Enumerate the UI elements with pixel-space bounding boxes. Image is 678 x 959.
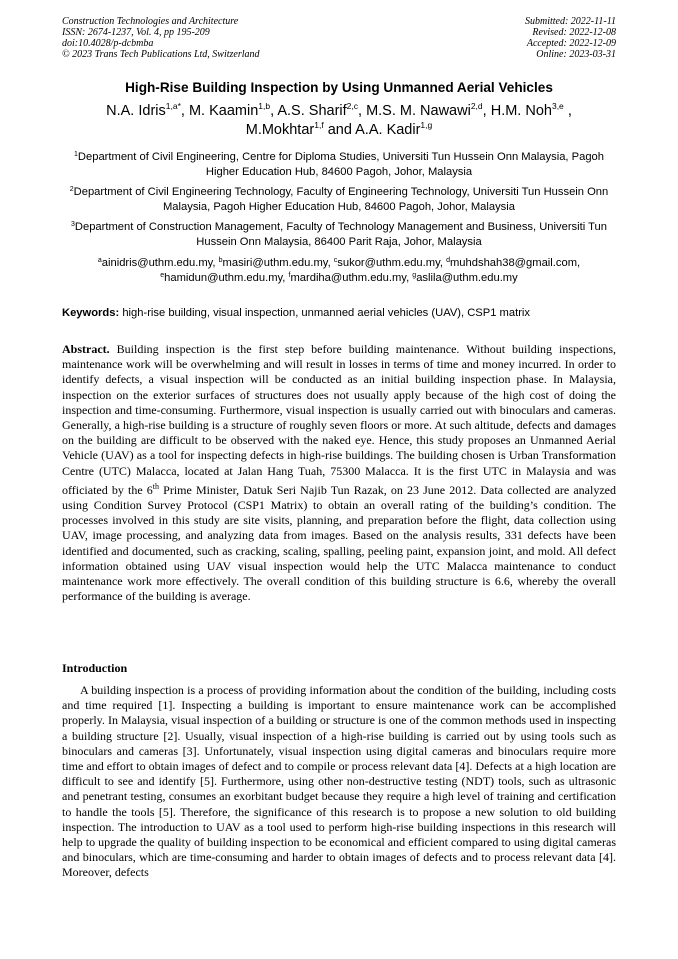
- author: M.S. M. Nawawi: [366, 103, 471, 119]
- email-link[interactable]: muhdshah38@gmail.com: [449, 257, 578, 269]
- revised-date: Revised: 2022-12-08: [532, 27, 616, 38]
- keywords: [62, 306, 616, 321]
- affiliation-text: Department of Civil Engineering, Centre for Diploma Studies, Universiti Tun Hussein Onn Malaysia, Pagoh Higher Education Hub, 84600 Pagoh, Johor, Malaysia: [77, 151, 604, 178]
- copyright-line: © 2023 Trans Tech Publications Ltd, Switzerland: [62, 49, 260, 60]
- email-sup: e: [160, 272, 165, 279]
- affiliation-num: 1: [74, 151, 78, 158]
- online-date: Online: 2023-03-31: [536, 49, 616, 60]
- author-sup: 1,a*: [165, 101, 181, 111]
- submission-dates: [525, 16, 616, 60]
- affiliation: [62, 150, 616, 180]
- affiliation: [62, 185, 616, 215]
- author: N.A. Idris: [106, 103, 166, 119]
- email-link[interactable]: hamidun@uthm.edu.my: [164, 272, 283, 284]
- email-link[interactable]: mardiha@uthm.edu.my: [290, 272, 407, 284]
- affiliation-num: 2: [69, 186, 74, 193]
- author: H.M. Noh: [490, 103, 552, 119]
- abstract-sup: th: [152, 481, 160, 491]
- abstract: [62, 342, 616, 604]
- email-sup: c: [333, 257, 338, 264]
- abstract-label: Abstract.: [62, 342, 110, 356]
- abstract-text-continued: Prime Minister, Datuk Seri Najib Tun Razak, on 23 June 2012. Data collected are analyzed using Condition Survey Protocol (CSP1 Matrix) to obtain an overall rating of the building’s condition. The processes involved in this study are site visits, planning, and preparation before the flight, data collection using UAV, image processing, and analyzing data from images. Based on the analysis results, 331 defects have been identified and documented, such as cracking, scaling, spalling, peeling paint, expansion joint, and mold. All defect information obtained using UAV visual inspection would help the UTC Malacca maintenance to conduct maintenance work more effectively. The overall condition of this building structure is 6.6, whereby the overall performance of the building is average.: [62, 482, 616, 604]
- author-sup: 1,b: [258, 101, 271, 111]
- doi-line: doi:10.4028/p-dcbmba: [62, 38, 154, 49]
- email-sup: a: [97, 257, 102, 264]
- email-link[interactable]: sukor@uthm.edu.my: [337, 257, 440, 269]
- section-heading-introduction: Introduction: [62, 661, 128, 675]
- introduction-paragraph: A building inspection is a process of providing information about the condition of the building, including costs and time required [1]. Inspecting a building is important to ensure maintenance work can be accomplished properly. In Malaysia, visual inspection of a building or structure is one of the common methods used in inspecting a building structure [2]. Usually, visual inspection of a high-rise building is carried out by using tools such as binoculars and cameras [3]. Unfortunately, visual inspection using digital cameras and binoculars require more time and effort to obtain images of defect and to compile or process relevant data [4]. Defects at a high location are difficult to see and identify [5]. Furthermore, using other non-destructive testing (NDT) tools, such as ultrasonic and penetrant testing, consumes an exorbitant budget because they require a high level of training and certification to handle the tools [5]. Therefore, the significance of this research is to propose a new solution to old building inspection. The introduction to UAV as a tool used to perform high-rise building inspections in this research will help to upgrade the quality of building inspection to be economical and efficient compared to using digital cameras and binoculars, which are time-consuming and harder to obtain images of defects and to process relevant data [4]. Moreover, defects: [62, 683, 616, 880]
- paper-title: High-Rise Building Inspection by Using Unmanned Aerial Vehicles: [125, 80, 553, 95]
- affiliation-text: Department of Civil Engineering Technology, Faculty of Engineering Technology, Universiti Tun Hussein Onn Malaysia, Pagoh Higher Education Hub, 84600 Pagoh, Johor, Malaysia: [73, 186, 609, 213]
- email-sup: b: [218, 257, 223, 264]
- author: M. Kaamin: [188, 103, 259, 119]
- issn-line: ISSN: 2674-1237, Vol. 4, pp 195-209: [62, 27, 210, 38]
- submitted-date: Submitted: 2022-11-11: [524, 16, 616, 27]
- email-link[interactable]: ainidris@uthm.edu.my: [101, 257, 213, 269]
- email-sup: f: [288, 272, 291, 279]
- author-sup: 1,f: [314, 120, 324, 130]
- email-list: $^a$ainidris@uthm.edu.my, $^b$masiri@uthm.edu.my, $^c$sukor@uthm.edu.my, $^d$muhdshah38@gmail.com, $^e$hamidun@uthm.edu.my, $^f$mardiha@uthm.edu.my, $^g$aslila@uthm.edu.my: [97, 257, 581, 284]
- author-sup: 2,c: [346, 101, 359, 111]
- journal-info: [62, 16, 260, 60]
- affiliation-num: 3: [70, 221, 75, 228]
- email-link[interactable]: masiri@uthm.edu.my: [222, 257, 328, 269]
- author-sup: 2,d: [470, 101, 483, 111]
- author: A.A. Kadir: [355, 122, 421, 138]
- accepted-date: Accepted: 2022-12-09: [526, 38, 616, 49]
- affiliation-text: Department of Construction Management, Faculty of Technology Management and Business, Universiti Tun Hussein Onn Malaysia, 86400 Parit Raja, Johor, Malaysia: [74, 221, 607, 248]
- journal-name: Construction Technologies and Architecture: [62, 16, 239, 27]
- author-sup: 3,e: [551, 101, 564, 111]
- email-sup: g: [412, 272, 417, 279]
- author-sup: 1,g: [420, 120, 433, 130]
- author-list: N.A. Idris$^{1,a*}$, M. Kaamin$^{1,b}$, A.S. Sharif$^{2,c}$, M.S. M. Nawawi$^{2,d}$, H.M. Noh$^{3,e}$ , M.Mokhtar$^{1,f}$ and A.A. Kadir$^{1,g}$: [106, 101, 572, 138]
- author: A.S. Sharif: [277, 103, 347, 119]
- keywords-label: Keywords:: [62, 307, 120, 319]
- keywords-text: high-rise building, visual inspection, unmanned aerial vehicles (UAV), CSP1 matrix: [122, 307, 531, 319]
- affiliation: [62, 220, 616, 250]
- email-sup: d: [446, 257, 450, 264]
- abstract-text: Building inspection is the first step before building maintenance. Without building inspections, maintenance work will be overwhelming and will result in losses in terms of time and money incurred. In order to identify defects, a visual inspection will be conducted as an initial building inspection phase. In Malaysia, inspection on the exterior surfaces of structures does not usually apply because of the high cost of doing the inspection and time-consuming. Furthermore, visual inspection is usually carried out with binoculars and cameras. Generally, a high-rise building is a structure of roughly seven floors or more. At such altitude, defects and damages on the building are difficult to be observed with the naked eye. Hence, this study proposes an Unmanned Aerial Vehicle (UAV) as a tool for inspecting defects in high-rise buildings. The building chosen is Urban Transformation Centre (UTC) Malacca, located at Jalan Hang Tuah, 75300 Malacca. It is the first UTC in Malaysia and was officiated by the 6: [62, 342, 617, 497]
- email-link[interactable]: aslila@uthm.edu.my: [416, 272, 518, 284]
- author: M.Mokhtar: [245, 122, 315, 138]
